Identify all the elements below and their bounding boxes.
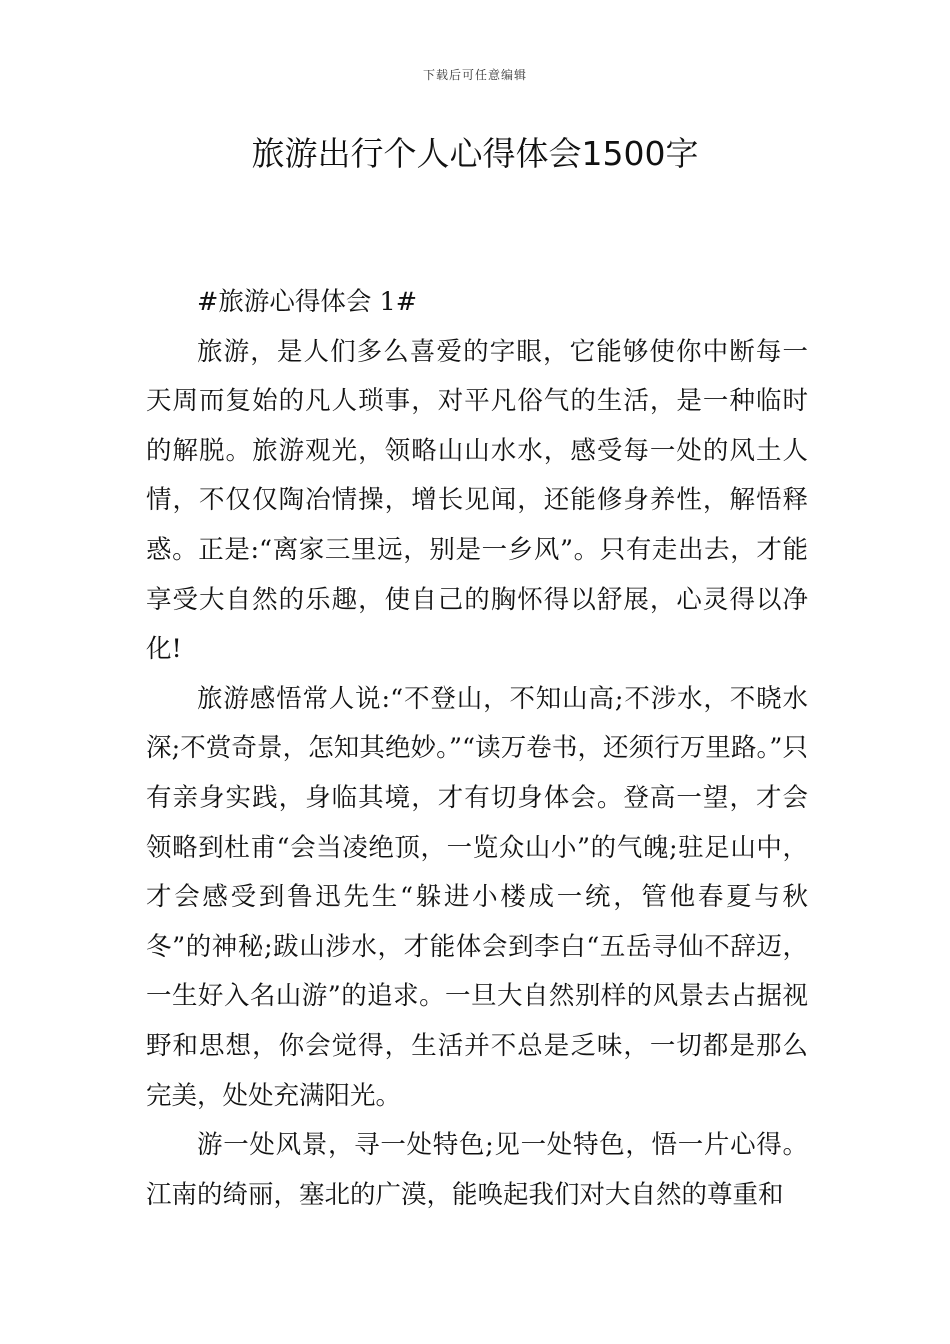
- document-body: [146, 278, 808, 1220]
- header-note: 下载后可任意编辑: [422, 68, 527, 82]
- paragraph-1: 旅游，是人们多么喜爱的字眼，它能够使你中断每一天周而复始的凡人琐事，对平凡俗气的生活，是一种临时的解脱。旅游观光，领略山山水水，感受每一处的风土人情，不仅仅陶冶情操，增长见闻，还能修身养性，解悟释惑。正是:“离家三里远，别是一乡风”。只有走出去，才能享受大自然的乐趣，使自己的胸怀得以舒展，心灵得以净化!: [146, 336, 808, 665]
- paragraph-2: 旅游感悟常人说:“不登山，不知山高;不涉水，不晓水深;不赏奇景，怎知其绝妙。”“读万卷书，还须行万里路。”只有亲身实践，身临其境，才有切身体会。登高一望，才会领略到杜甫“会当凌绝顶，一览众山小”的气魄;驻足山中，才会感受到鲁迅先生“躲进小楼成一统，管他春夏与秋冬”的神秘;跋山涉水，才能体会到李白“五岳寻仙不辞迈，一生好入名山游”的追求。一旦大自然别样的风景去占据视野和思想，你会觉得，生活并不总是乏味，一切都是那么完美，处处充满阳光。: [146, 683, 808, 1111]
- section-heading: #旅游心得体会 1#: [197, 287, 418, 317]
- document-title: 旅游出行个人心得体会1500字: [251, 134, 699, 173]
- paragraph-3: 游一处风景，寻一处特色;见一处特色，悟一片心得。江南的绮丽，塞北的广漠，能唤起我们对大自然的尊重和: [146, 1130, 808, 1210]
